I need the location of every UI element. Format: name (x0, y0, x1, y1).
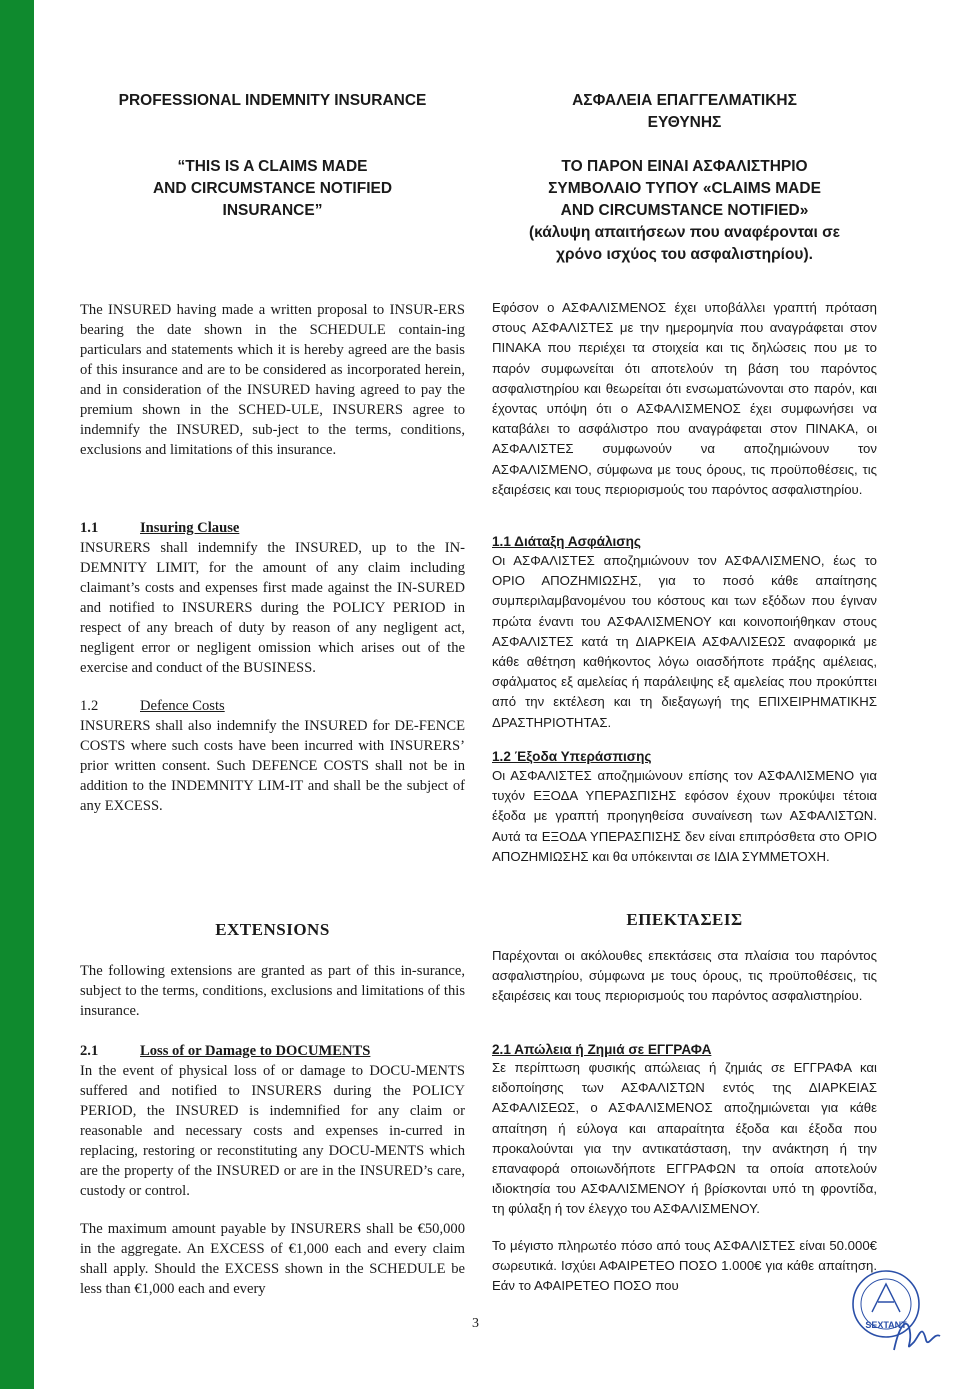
section-title: Loss of or Damage to DOCUMENTS (140, 1043, 371, 1059)
greek-claims-made-notice: ΤΟ ΠΑΡΟΝ ΕΙΝΑΙ ΑΣΦΑΛΙΣΤΗΡΙΟ ΣΥΜΒΟΛΑΙΟ ΤΥΠΟΥ «CLAIMS MADE AND CIRCUMSTANCE NOTIFIED» (κάλυψη απαιτήσεων που αναφέρονται σε χρόνο ισχύος του ασφαλιστηρίου). (528, 158, 841, 263)
stamp-text: SEXTANT (865, 1320, 907, 1330)
english-section-2-1-maximum: The maximum amount payable by INSURERS shall be €50,000 in the aggregate. An EXCESS of €1,000 each and every claim shall apply. Should the EXCESS shown in the SCHEDULE be less than €1,000 each and every (80, 1221, 465, 1297)
english-intro-paragraph: The INSURED having made a written proposal to INSUR-ERS bearing the date shown in the SCHEDULE contain-ing particulars and statements which it is hereby agreed are the basis of this insurance and are to be considered as incorporated herein, and in consideration of the INSURED having agreed to pay the premium shown in the SCHED-ULE, INSURERS agree to indemnify the INSURED, sub-ject to the terms, conditions, exclusions and limitations of this insurance. (80, 302, 465, 458)
english-section-1-1-text: INSURERS shall indemnify the INSURED, up to the IN-DEMNITY LIMIT, for the amount of any claim including claimant’s costs and expenses first made against the IN-SURED and notified to INSURERS during the POLICY PERIOD in respect of any breach of duty by reason of any negligent act, negligent error or negligent omission which arises out of the exercise and conduct of the BUSINESS. (80, 540, 465, 676)
section-title: Defence Costs (140, 698, 225, 714)
greek-section-1-2-heading: 1.2 Έξοδα Υπεράσπισης (492, 749, 652, 764)
english-section-1-2-heading (80, 696, 465, 716)
english-claims-made-notice: “THIS IS A CLAIMS MADE AND CIRCUMSTANCE NOTIFIED INSURANCE” (152, 158, 393, 219)
english-title: PROFESSIONAL INDEMNITY INSURANCE (118, 92, 427, 109)
english-extensions-title: EXTENSIONS (215, 920, 330, 939)
section-number: 2.1 (80, 1043, 99, 1059)
page-number: 3 (472, 1316, 479, 1331)
greek-section-1-1-heading: 1.1 Διάταξη Ασφάλισης (492, 534, 641, 549)
section-number: 1.2 (80, 698, 99, 714)
section-title: Insuring Clause (140, 520, 240, 536)
english-section-1-1-heading (80, 518, 465, 538)
greek-section-2-1-maximum: Το μέγιστο πληρωτέο πόσο από τους ΑΣΦΑΛΙΣΤΕΣ είναι 50.000€ σωρευτικά. Ισχύει ΑΦΑΙΡΕΤΕΟ ΠΟΣΟ 1.000€ για κάθε απαίτηση. Εάν το ΑΦΑΙΡΕΤΕΟ ΠΟΣΟ που (492, 1238, 877, 1294)
english-section-2-1-text: In the event of physical loss of or damage to DOCU-MENTS suffered and notified to INSURERS during the POLICY PERIOD, the INSURED is indemnified for any claim or reasonable and necessary costs and expenses in-curred in replacing, restoring or reconstituting any DOCU-MENTS which are the property of the INSURED or are in the INSURED’s care, custody or control. (80, 1063, 465, 1199)
english-section-1-2-text: INSURERS shall also indemnify the INSURED for DE-FENCE COSTS where such costs have been incurred with INSURERS’ prior written consent. Such DEFENCE COSTS shall not be in addition to the INDEMNITY LIM-IT and shall be the subject of any EXCESS. (80, 718, 465, 814)
english-section-2-1-heading (80, 1041, 465, 1061)
sextant-emblem-icon (872, 1284, 900, 1312)
greek-title: ΑΣΦΑΛΕΙΑ ΕΠΑΓΓΕΛΜΑΤΙΚΗΣ ΕΥΘΥΝΗΣ (572, 92, 797, 131)
greek-extensions-text: Παρέχονται οι ακόλουθες επεκτάσεις στα πλαίσια του παρόντος ασφαλιστηρίου, σύμφωνα με τους όρους, τις προϋποθέσεις, τις εξαιρέσεις και τους περιορισμούς του παρόντος ασφαλιστηρίου. (492, 948, 877, 1004)
greek-extensions-title: ΕΠΕΚΤΑΣΕΙΣ (626, 910, 743, 929)
section-number: 1.1 (80, 520, 99, 536)
handwritten-signature (894, 1324, 940, 1350)
greek-intro-paragraph: Εφόσον ο ΑΣΦΑΛΙΣΜΕΝΟΣ έχει υποβάλλει γραπτή πρόταση στους ΑΣΦΑΛΙΣΤΕΣ με την ημερομηνία που αναγράφεται στον ΠΙΝΑΚΑ που περιέχει τα στοιχεία και τις δηλώσεις που με το παρόν συμφωνείται ότι αποτελούν τη βάση του παρόντος ασφαλιστηρίου και θεωρείται ότι ενσωματώνονται στο παρόν, και έχοντας υπόψη ότι ο ΑΣΦΑΛΙΣΜΕΝΟΣ έχει συμφωνήσει να καταβάλει το ασφάλιστρο που αναγράφεται στον ΠΙΝΑΚΑ, οι ΑΣΦΑΛΙΣΤΕΣ συμφωνούν να αποζημιώνουν τον ΑΣΦΑΛΙΣΜΕΝΟ, σύμφωνα με τους όρους, τις προϋποθέσεις, τις εξαιρέσεις και τους περιορισμούς του παρόντος ασφαλιστηρίου. (492, 300, 877, 497)
greek-section-2-1-text: Σε περίπτωση φυσικής απώλειας ή ζημιάς σε ΕΓΓΡΑΦΑ και ειδοποίησης των ΑΣΦΑΛΙΣΤΩΝ εντός της ΔΙΑΡΚΕΙΑΣ ΑΣΦΑΛΙΣΕΩΣ, ο ΑΣΦΑΛΙΣΜΕΝΟΣ αποζημιώνεται για κάθε απαίτηση ή εύλογα και απαραίτητα έξοδα και έξοδα που προκαλούνται για την αντικατάσταση, την ανάκτηση ή την επαναφορά οποιωνδήποτε ΕΓΓΡΑΦΩΝ τα οποία αποτελούν ιδιοκτησία του ΑΣΦΑΛΙΣΜΕΝΟΥ ή βρίσκονται υπό τη φροντίδα, τη φύλαξη ή τον έλεγχο του ΑΣΦΑΛΙΣΜΕΝΟΥ. (492, 1060, 877, 1217)
greek-section-1-2-text: Οι ΑΣΦΑΛΙΣΤΕΣ αποζημιώνουν επίσης τον ΑΣΦΑΛΙΣΜΕΝΟ για τυχόν ΕΞΟΔΑ ΥΠΕΡΑΣΠΙΣΗΣ εφόσον έχουν προκύψει τέτοια έξοδα με γραπτή προηγηθείσα συναίνεση των ΑΣΦΑΛΙΣΤΩΝ. Αυτά τα ΕΞΟΔΑ ΥΠΕΡΑΣΠΙΣΗΣ δεν είναι επιπρόσθετα στο ΟΡΙΟ ΑΠΟΖΗΜΙΩΣΗΣ και θα υπόκεινται σε ΙΔΙΑ ΣΥΜΜΕΤΟΧΗ. (492, 768, 877, 864)
left-green-margin-bar (0, 0, 34, 1389)
greek-section-2-1-heading: 2.1 Απώλεια ή Ζημιά σε ΕΓΓΡΑΦΑ (492, 1042, 712, 1057)
greek-section-1-1-text: Οι ΑΣΦΑΛΙΣΤΕΣ αποζημιώνουν τον ΑΣΦΑΛΙΣΜΕΝΟ, έως το ΟΡΙΟ ΑΠΟΖΗΜΙΩΣΗΣ, για το ποσό κάθε απαίτησης συμπεριλαμβανομένου του κόστους και των εξόδων που έγιναν πρώτα έναντι του ΑΣΦΑΛΙΣΜΕΝΟΥ και κοινοποιήθηκαν στους ΑΣΦΑΛΙΣΤΕΣ κατά τη ΔΙΑΡΚΕΙΑ ΑΣΦΑΛΙΣΕΩΣ αναφορικά με κάθε αθέτηση καθήκοντος λόγω οιασδήποτε πράξης αμέλειας, σφάλματος εξ αμελείας ή παράλειψης εξ αμελείας που προκύπτει από την εκτέλεση και τη διεξαγωγή της ΕΠΙΧΕΙΡΗΜΑΤΙΚΗΣ ΔΡΑΣΤΗΡΙΟΤΗΤΑΣ. (492, 553, 877, 730)
english-extensions-text: The following extensions are granted as part of this in-surance, subject to the terms, conditions, exclusions and limitations of this insurance. (80, 963, 465, 1019)
company-stamp-and-signature (848, 1262, 948, 1362)
